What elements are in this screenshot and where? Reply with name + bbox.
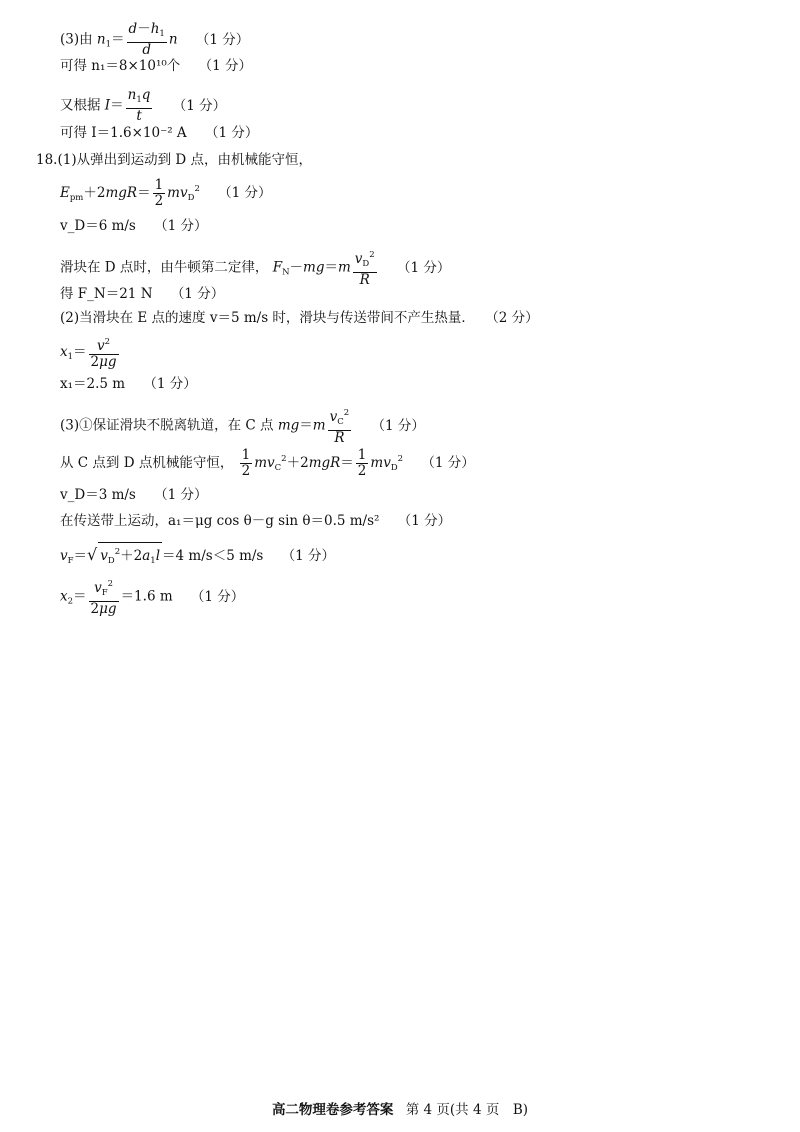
square-root: $v_D^2+2a_1l$ <box>98 542 162 570</box>
fraction: $\frac{v^2}{2\mu g}$ <box>90 337 117 370</box>
answer-line: 得 F_N＝21 N （1 分） <box>60 286 225 302</box>
answer-line: 可得 n₁＝8×10¹⁰个 （1 分） <box>60 58 252 74</box>
fraction: $\frac{v_D^2}{R}$ <box>354 250 375 288</box>
page-number: 第 4 页(共 4 页 B) <box>405 1102 529 1118</box>
answer-line: $E_{pm}+2mgR=$ $\frac{1}{2}$ $mv_D^2$ （1 分） <box>60 177 272 209</box>
fraction: $\frac{d-h_1}{d}$ <box>128 21 165 58</box>
question-18-heading: 18.(1)从弹出到运动到 D 点，由机械能守恒， <box>36 152 312 168</box>
answer-line: v_D＝6 m/s （1 分） <box>60 218 208 234</box>
fraction: $\frac{v_C^2}{R}$ <box>329 408 350 446</box>
answer-line: 滑块在 D 点时，由牛顿第二定律， $F_N-mg=m$ $\frac{v_D^2}{R}$ （1 分） <box>60 250 451 288</box>
answer-line: (3)由 $n_1=$ $\frac{d-h_1}{d}$ n （1 分） <box>60 21 250 58</box>
answer-line: v_D＝3 m/s （1 分） <box>60 487 208 503</box>
answer-line: 在传送带上运动，a₁＝μg cos θ－g sin θ＝0.5 m/s² （1 分） <box>60 513 452 529</box>
fraction: $\frac{1}{2}$ <box>154 177 164 209</box>
fraction: $\frac{1}{2}$ <box>241 447 251 479</box>
answer-line: (2)当滑块在 E 点的速度 v＝5 m/s 时，滑块与传送带间不产生热量． （2 分） <box>60 310 539 326</box>
answer-line: 可得 I＝1.6×10⁻² A （1 分） <box>60 125 259 141</box>
answer-line: $x_1=$ $\frac{v^2}{2\mu g}$ <box>60 337 117 370</box>
fraction: $\frac{v_F^2}{2\mu g}$ <box>90 579 117 617</box>
answer-line: x₁＝2.5 m （1 分） <box>60 376 197 392</box>
page-footer <box>0 1098 800 1118</box>
footer-title: 高二物理卷参考答案 <box>271 1102 394 1118</box>
answer-line: $x_2=$ $\frac{v_F^2}{2\mu g}$ ＝1.6 m （1 分） <box>60 579 245 617</box>
answer-line: 从 C 点到 D 点机械能守恒， $\frac{1}{2}$ $mv_C^2+2mgR=$ $\frac{1}{2}$ $mv_D^2$ （1 分） <box>60 447 475 479</box>
fraction: $\frac{n_1q}{t}$ <box>127 87 151 124</box>
answer-line: (3)①保证滑块不脱离轨道，在 C 点 mg＝m $\frac{v_C^2}{R}$ （1 分） <box>60 408 425 446</box>
answer-line: 又根据 I＝ $\frac{n_1q}{t}$ （1 分） <box>60 87 227 124</box>
fraction: $\frac{1}{2}$ <box>357 447 367 479</box>
answer-line: $v_F=√$ $v_D^2+2a_1l =4$ m/s＜5 m/s （1 分） <box>60 542 335 570</box>
